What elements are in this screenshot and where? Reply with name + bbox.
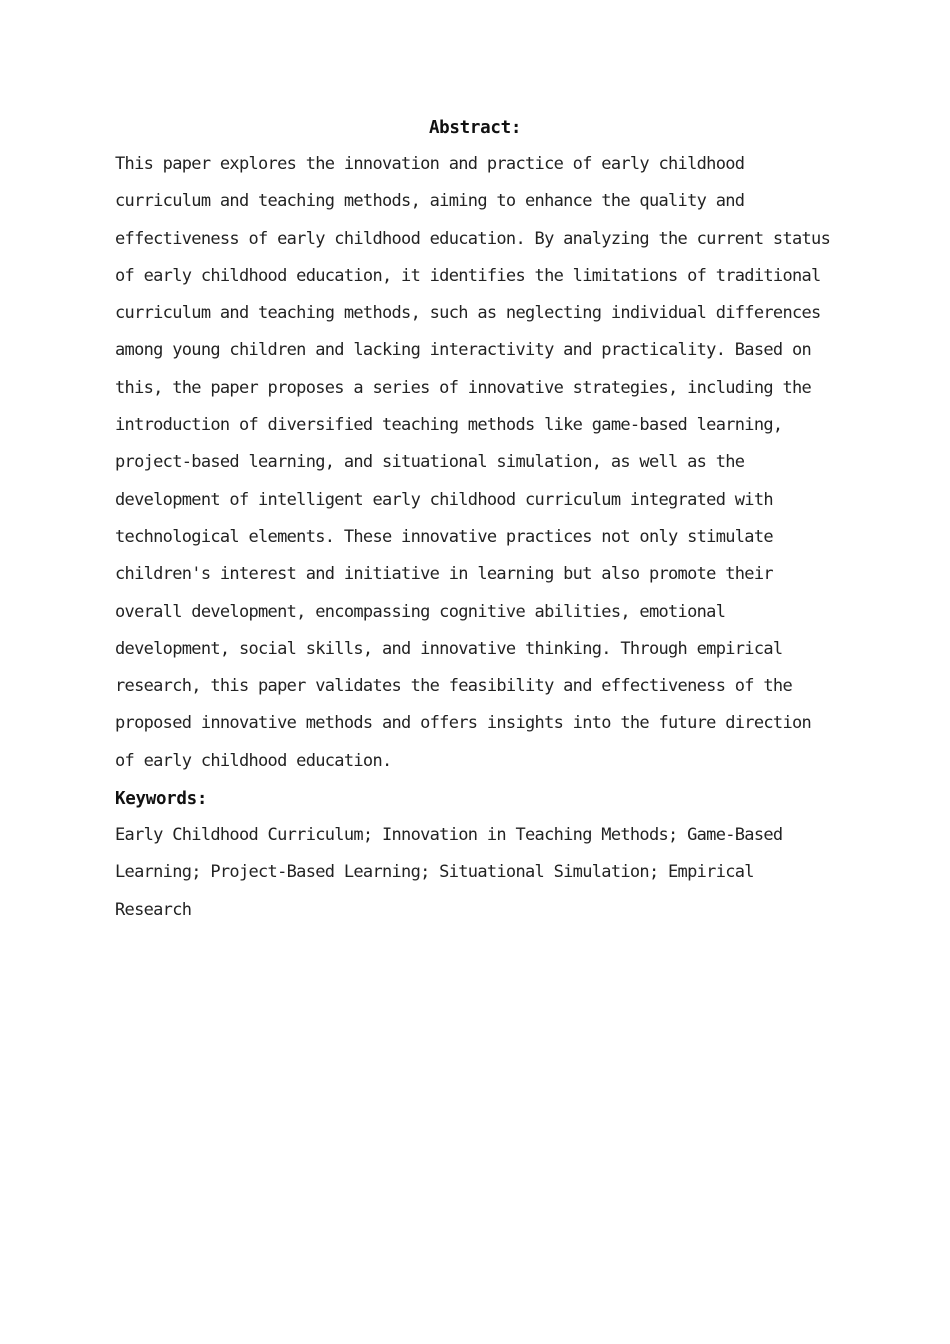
abstract-line: introduction of diversified teaching methods like game-based learning, <box>115 415 783 436</box>
keywords-line: Research <box>115 899 192 920</box>
abstract-line: development of intelligent early childhood curriculum integrated with <box>115 489 773 510</box>
keywords-body <box>115 817 875 929</box>
keywords-heading: Keywords: <box>115 789 208 809</box>
abstract-heading: Abstract: <box>428 118 522 138</box>
abstract-line: curriculum and teaching methods, such as neglecting individual differences <box>115 303 821 324</box>
keywords-line: Learning; Project-Based Learning; Situational Simulation; Empirical <box>115 862 754 883</box>
abstract-line: of early childhood education. <box>115 750 392 771</box>
abstract-line: among young children and lacking interactivity and practicality. Based on <box>115 340 812 361</box>
abstract-line: of early childhood education, it identifies the limitations of traditional <box>115 265 821 286</box>
abstract-line: research, this paper validates the feasibility and effectiveness of the <box>115 676 792 697</box>
abstract-line: effectiveness of early childhood education. By analyzing the current status <box>115 228 831 249</box>
abstract-line: technological elements. These innovative practices not only stimulate <box>115 526 773 547</box>
abstract-line: this, the paper proposes a series of innovative strategies, including the <box>115 377 812 398</box>
abstract-line: curriculum and teaching methods, aiming to enhance the quality and <box>115 191 745 212</box>
keywords-line: Early Childhood Curriculum; Innovation in Teaching Methods; Game-Based <box>115 825 783 845</box>
abstract-line: development, social skills, and innovative thinking. Through empirical <box>115 638 783 659</box>
abstract-line: proposed innovative methods and offers insights into the future direction <box>115 713 812 734</box>
abstract-body <box>115 146 875 780</box>
abstract-line: project-based learning, and situational simulation, as well as the <box>115 452 745 473</box>
abstract-line: overall development, encompassing cognitive abilities, emotional <box>115 601 726 622</box>
abstract-line: children's interest and initiative in learning but also promote their <box>115 564 773 585</box>
abstract-line: This paper explores the innovation and practice of early childhood <box>115 154 745 174</box>
